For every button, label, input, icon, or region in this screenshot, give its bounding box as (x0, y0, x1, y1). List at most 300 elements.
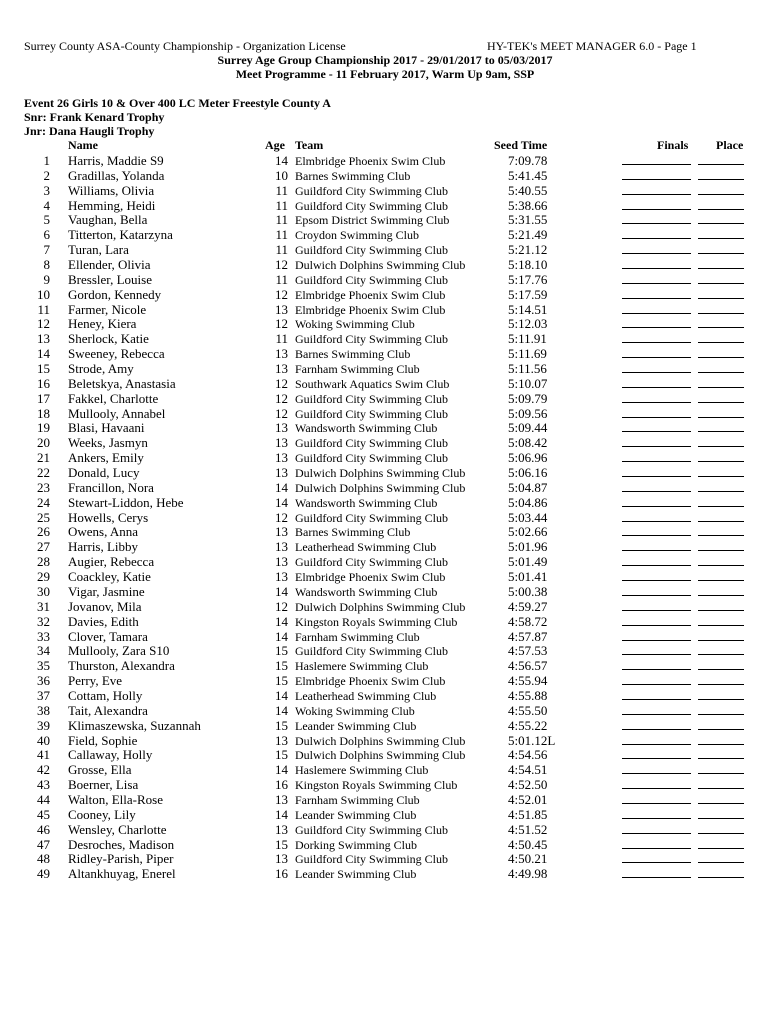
swimmer-age: 14 (275, 687, 288, 703)
seed-time: 4:54.51 (508, 762, 548, 778)
place-blank (698, 674, 744, 685)
entry-row (0, 184, 770, 199)
swimmer-team: Farnham Swimming Club (295, 629, 420, 644)
swimmer-age: 13 (275, 524, 288, 540)
entry-row (0, 808, 770, 823)
swimmer-name: Klimaszewska, Suzannah (68, 717, 201, 733)
finals-time-blank (622, 362, 691, 373)
finals-time-blank (622, 243, 691, 254)
place-blank (698, 838, 744, 849)
swimmer-name: Strode, Amy (68, 361, 134, 377)
seed-time: 5:18.10 (508, 257, 548, 273)
seed-time: 5:14.51 (508, 301, 548, 317)
swimmer-age: 13 (275, 539, 288, 555)
swimmer-team: Haslemere Swimming Club (295, 763, 429, 778)
swimmer-team: Guildford City Swimming Club (295, 332, 449, 347)
entry-number: 26 (37, 524, 50, 540)
entry-row (0, 481, 770, 496)
swimmer-name: Walton, Ella-Rose (68, 791, 163, 807)
swimmer-name: Field, Sophie (68, 732, 138, 748)
seed-time: 5:01.49 (508, 554, 548, 570)
entry-number: 14 (37, 346, 50, 362)
finals-time-blank (622, 436, 691, 447)
entry-row (0, 867, 770, 882)
swimmer-age: 13 (275, 821, 288, 837)
swimmer-age: 11 (275, 271, 288, 287)
swimmer-name: Titterton, Katarzyna (68, 227, 173, 243)
entry-number: 13 (37, 331, 50, 347)
finals-time-blank (622, 228, 691, 239)
swimmer-team: Guildford City Swimming Club (295, 243, 449, 258)
entry-row (0, 451, 770, 466)
seed-time: 4:56.57 (508, 658, 548, 674)
place-blank (698, 570, 744, 581)
entry-number: 5 (43, 212, 50, 228)
swimmer-team: Woking Swimming Club (295, 317, 415, 332)
entry-number: 30 (37, 583, 50, 599)
finals-time-blank (622, 867, 691, 878)
meet-title: Surrey Age Group Championship 2017 - 29/01/2017 to 05/03/2017 (217, 53, 553, 67)
swimmer-age: 10 (275, 167, 288, 183)
swimmer-age: 12 (275, 316, 288, 332)
swimmer-name: Davies, Edith (68, 613, 139, 629)
seed-time: 4:51.52 (508, 821, 548, 837)
finals-time-blank (622, 451, 691, 462)
column-header-place: Place (716, 138, 744, 152)
seed-time: 5:09.79 (508, 390, 548, 406)
entry-row (0, 540, 770, 555)
seed-time: 5:10.07 (508, 375, 548, 391)
swimmer-age: 15 (275, 717, 288, 733)
entry-number: 2 (43, 167, 50, 183)
seed-time: 4:49.98 (508, 866, 548, 882)
entry-row (0, 674, 770, 689)
swimmer-name: Turan, Lara (68, 242, 129, 258)
seed-time: 5:38.66 (508, 197, 548, 213)
place-blank (698, 407, 744, 418)
swimmer-age: 11 (275, 197, 288, 213)
finals-time-blank (622, 288, 691, 299)
entry-number: 37 (37, 687, 50, 703)
entry-row (0, 778, 770, 793)
entry-number: 8 (43, 257, 50, 273)
swimmer-age: 12 (275, 286, 288, 302)
place-blank (698, 808, 744, 819)
place-blank (698, 689, 744, 700)
swimmer-age: 13 (275, 361, 288, 377)
seed-time: 5:00.38 (508, 583, 548, 599)
swimmer-team: Guildford City Swimming Club (295, 644, 449, 659)
place-blank (698, 481, 744, 492)
swimmer-team: Guildford City Swimming Club (295, 272, 449, 287)
swimmer-team: Elmbridge Phoenix Swim Club (295, 570, 446, 585)
place-blank (698, 600, 744, 611)
entry-number: 47 (37, 836, 50, 852)
entry-row (0, 303, 770, 318)
column-header-seed-time: Seed Time (494, 138, 548, 152)
entry-number: 48 (37, 851, 50, 867)
seed-time: 5:41.45 (508, 167, 548, 183)
entry-row (0, 407, 770, 422)
swimmer-name: Fakkel, Charlotte (68, 390, 159, 406)
swimmer-age: 13 (275, 554, 288, 570)
entry-number: 6 (43, 227, 50, 243)
swimmer-name: Harris, Maddie S9 (68, 153, 164, 168)
swimmer-age: 11 (275, 227, 288, 243)
entry-number: 35 (37, 658, 50, 674)
entry-row (0, 748, 770, 763)
entry-row (0, 793, 770, 808)
finals-time-blank (622, 258, 691, 269)
swimmer-age: 13 (275, 346, 288, 362)
finals-time-blank (622, 496, 691, 507)
place-blank (698, 392, 744, 403)
place-blank (698, 511, 744, 522)
entry-number: 39 (37, 717, 50, 733)
finals-time-blank (622, 763, 691, 774)
place-blank (698, 793, 744, 804)
swimmer-age: 16 (275, 866, 288, 882)
swimmer-age: 15 (275, 836, 288, 852)
swimmer-age: 13 (275, 851, 288, 867)
swimmer-team: Dulwich Dolphins Swimming Club (295, 599, 466, 614)
swimmer-team: Dulwich Dolphins Swimming Club (295, 466, 466, 481)
seed-time: 4:55.22 (508, 717, 548, 733)
seed-time: 5:40.55 (508, 182, 548, 198)
seed-time: 5:09.56 (508, 405, 548, 421)
entry-row (0, 169, 770, 184)
swimmer-name: Ridley-Parish, Piper (68, 851, 174, 867)
swimmer-age: 12 (275, 390, 288, 406)
seed-time: 4:55.88 (508, 687, 548, 703)
seed-time: 5:21.12 (508, 242, 548, 258)
swimmer-name: Vigar, Jasmine (68, 583, 145, 599)
seed-time: 4:57.53 (508, 643, 548, 659)
swimmer-name: Weeks, Jasmyn (68, 435, 148, 451)
swimmer-team: Barnes Swimming Club (295, 168, 411, 183)
entry-row (0, 585, 770, 600)
place-blank (698, 421, 744, 432)
entry-number: 27 (37, 539, 50, 555)
seed-time: 7:09.78 (508, 153, 548, 168)
entry-number: 36 (37, 673, 50, 689)
swimmer-team: Wandsworth Swimming Club (295, 421, 438, 436)
entry-number: 23 (37, 479, 50, 495)
entry-row (0, 347, 770, 362)
swimmer-team: Dulwich Dolphins Swimming Club (295, 733, 466, 748)
finals-time-blank (622, 689, 691, 700)
entry-row (0, 630, 770, 645)
swimmer-name: Ankers, Emily (68, 450, 144, 466)
seed-time: 5:06.16 (508, 465, 548, 481)
seed-time: 5:21.49 (508, 227, 548, 243)
swimmer-team: Croydon Swimming Club (295, 228, 420, 243)
swimmer-age: 14 (275, 762, 288, 778)
swimmer-age: 14 (275, 153, 288, 168)
finals-time-blank (622, 540, 691, 551)
finals-time-blank (622, 778, 691, 789)
entry-row (0, 421, 770, 436)
swimmer-name: Heney, Kiera (68, 316, 137, 332)
seed-time: 5:11.56 (508, 361, 547, 377)
finals-time-blank (622, 377, 691, 388)
swimmer-age: 11 (275, 212, 288, 228)
swimmer-age: 12 (275, 375, 288, 391)
entry-number: 43 (37, 777, 50, 793)
seed-time: 4:50.21 (508, 851, 548, 867)
entry-row (0, 704, 770, 719)
swimmer-team: Leatherhead Swimming Club (295, 540, 437, 555)
junior-trophy: Jnr: Dana Haugli Trophy (24, 124, 155, 138)
entry-row (0, 600, 770, 615)
entry-row (0, 154, 770, 169)
entry-number: 20 (37, 435, 50, 451)
swimmer-age: 14 (275, 628, 288, 644)
place-blank (698, 377, 744, 388)
swimmer-team: Guildford City Swimming Club (295, 183, 449, 198)
swimmer-name: Francillon, Nora (68, 479, 154, 495)
entry-row (0, 570, 770, 585)
swimmer-name: Perry, Eve (68, 673, 123, 689)
finals-time-blank (622, 674, 691, 685)
swimmer-name: Wensley, Charlotte (68, 821, 167, 837)
finals-time-blank (622, 719, 691, 730)
swimmer-name: Clover, Tamara (68, 628, 148, 644)
place-blank (698, 748, 744, 759)
swimmer-team: Dorking Swimming Club (295, 837, 418, 852)
place-blank (698, 585, 744, 596)
column-header-team: Team (295, 138, 324, 152)
swimmer-team: Farnham Swimming Club (295, 362, 420, 377)
seed-time: 5:01.96 (508, 539, 548, 555)
entry-number: 3 (43, 182, 50, 198)
finals-time-blank (622, 199, 691, 210)
place-blank (698, 213, 744, 224)
swimmer-team: Leander Swimming Club (295, 807, 417, 822)
finals-time-blank (622, 808, 691, 819)
swimmer-team: Farnham Swimming Club (295, 792, 420, 807)
seed-time: 4:55.50 (508, 702, 548, 718)
place-blank (698, 288, 744, 299)
swimmer-age: 12 (275, 509, 288, 525)
seed-time: 4:52.50 (508, 777, 548, 793)
entry-row (0, 496, 770, 511)
place-blank (698, 644, 744, 655)
entry-number: 17 (37, 390, 50, 406)
swimmer-team: Leander Swimming Club (295, 718, 417, 733)
swimmer-age: 14 (275, 583, 288, 599)
swimmer-team: Southwark Aquatics Swim Club (295, 376, 450, 391)
entry-number: 42 (37, 762, 50, 778)
place-blank (698, 199, 744, 210)
swimmer-name: Mullooly, Annabel (68, 405, 166, 421)
seed-time: 5:12.03 (508, 316, 548, 332)
finals-time-blank (622, 213, 691, 224)
finals-time-blank (622, 303, 691, 314)
swimmer-age: 15 (275, 747, 288, 763)
entry-row (0, 525, 770, 540)
swimmer-team: Barnes Swimming Club (295, 347, 411, 362)
finals-time-blank (622, 154, 691, 165)
swimmer-age: 13 (275, 569, 288, 585)
place-blank (698, 169, 744, 180)
entry-row (0, 377, 770, 392)
finals-time-blank (622, 734, 691, 745)
swimmer-team: Guildford City Swimming Club (295, 198, 449, 213)
finals-time-blank (622, 332, 691, 343)
finals-time-blank (622, 585, 691, 596)
swimmer-name: Bressler, Louise (68, 271, 152, 287)
entry-number: 15 (37, 361, 50, 377)
place-blank (698, 555, 744, 566)
entry-number: 49 (37, 866, 50, 882)
entry-row (0, 838, 770, 853)
place-blank (698, 525, 744, 536)
entry-row (0, 763, 770, 778)
entry-number: 31 (37, 598, 50, 614)
entry-number: 21 (37, 450, 50, 466)
swimmer-team: Guildford City Swimming Club (295, 822, 449, 837)
swimmer-name: Altankhuyag, Enerel (68, 866, 176, 882)
swimmer-name: Hemming, Heidi (68, 197, 156, 213)
entry-row (0, 823, 770, 838)
swimmer-name: Gordon, Kennedy (68, 286, 162, 302)
swimmer-name: Cooney, Lily (68, 806, 136, 822)
swimmer-name: Sherlock, Katie (68, 331, 149, 347)
swimmer-age: 15 (275, 658, 288, 674)
seed-time: 5:01.41 (508, 569, 548, 585)
swimmer-name: Thurston, Alexandra (68, 658, 175, 674)
swimmer-name: Tait, Alexandra (68, 702, 148, 718)
seed-time: 5:08.42 (508, 435, 548, 451)
place-blank (698, 823, 744, 834)
entry-row (0, 392, 770, 407)
place-blank (698, 496, 744, 507)
seed-time: 4:55.94 (508, 673, 548, 689)
swimmer-name: Cottam, Holly (68, 687, 143, 703)
swimmer-age: 14 (275, 806, 288, 822)
swimmer-team: Guildford City Swimming Club (295, 391, 449, 406)
place-blank (698, 362, 744, 373)
place-blank (698, 317, 744, 328)
place-blank (698, 303, 744, 314)
entry-row (0, 659, 770, 674)
seed-time: 4:57.87 (508, 628, 548, 644)
entry-row (0, 644, 770, 659)
finals-time-blank (622, 392, 691, 403)
entry-number: 18 (37, 405, 50, 421)
place-blank (698, 451, 744, 462)
entry-number: 33 (37, 628, 50, 644)
swimmer-team: Guildford City Swimming Club (295, 852, 449, 867)
swimmer-age: 15 (275, 643, 288, 659)
swimmer-name: Howells, Cerys (68, 509, 149, 525)
swimmer-age: 14 (275, 494, 288, 510)
entry-number: 32 (37, 613, 50, 629)
place-blank (698, 540, 744, 551)
place-blank (698, 228, 744, 239)
entry-row (0, 243, 770, 258)
entry-row (0, 689, 770, 704)
swimmer-name: Grosse, Ella (68, 762, 132, 778)
entry-number: 46 (37, 821, 50, 837)
swimmer-name: Farmer, Nicole (68, 301, 147, 317)
entry-number: 40 (37, 732, 50, 748)
swimmer-team: Guildford City Swimming Club (295, 555, 449, 570)
entry-number: 11 (37, 301, 50, 317)
finals-time-blank (622, 466, 691, 477)
entry-number: 9 (43, 271, 50, 287)
entry-row (0, 466, 770, 481)
seed-time: 5:04.87 (508, 479, 548, 495)
entry-number: 19 (37, 420, 50, 436)
place-blank (698, 867, 744, 878)
column-header-finals: Finals (657, 138, 689, 152)
entry-number: 34 (37, 643, 50, 659)
seed-time: 4:50.45 (508, 836, 548, 852)
finals-time-blank (622, 481, 691, 492)
swimmer-team: Elmbridge Phoenix Swim Club (295, 154, 446, 168)
finals-time-blank (622, 630, 691, 641)
entry-number: 1 (43, 153, 50, 168)
entry-row (0, 317, 770, 332)
column-header-age: Age (265, 138, 285, 152)
finals-time-blank (622, 317, 691, 328)
seed-time: 4:54.56 (508, 747, 548, 763)
senior-trophy: Snr: Frank Kenard Trophy (24, 110, 165, 124)
swimmer-name: Boerner, Lisa (68, 777, 139, 793)
swimmer-team: Kingston Royals Swimming Club (295, 614, 458, 629)
finals-time-blank (622, 823, 691, 834)
swimmer-team: Haslemere Swimming Club (295, 659, 429, 674)
entry-row (0, 852, 770, 867)
swimmer-age: 13 (275, 450, 288, 466)
seed-time: 5:09.44 (508, 420, 548, 436)
finals-time-blank (622, 273, 691, 284)
swimmer-team: Guildford City Swimming Club (295, 510, 449, 525)
entry-number: 25 (37, 509, 50, 525)
report-header-right: HY-TEK's MEET MANAGER 6.0 - Page 1 (487, 39, 697, 53)
finals-time-blank (622, 421, 691, 432)
seed-time: 5:03.44 (508, 509, 548, 525)
entry-row (0, 511, 770, 526)
place-blank (698, 734, 744, 745)
swimmer-age: 14 (275, 613, 288, 629)
seed-time: 4:52.01 (508, 791, 548, 807)
event-title: Event 26 Girls 10 & Over 400 LC Meter Freestyle County A (24, 96, 331, 110)
seed-time: 5:11.91 (508, 331, 547, 347)
finals-time-blank (622, 555, 691, 566)
entry-row (0, 199, 770, 214)
entry-row (0, 362, 770, 377)
place-blank (698, 719, 744, 730)
finals-time-blank (622, 169, 691, 180)
place-blank (698, 778, 744, 789)
swimmer-name: Jovanov, Mila (68, 598, 142, 614)
swimmer-team: Dulwich Dolphins Swimming Club (295, 748, 466, 763)
swimmer-name: Harris, Libby (68, 539, 139, 555)
swimmer-team: Guildford City Swimming Club (295, 436, 449, 451)
swimmer-team: Dulwich Dolphins Swimming Club (295, 480, 466, 495)
swimmer-age: 12 (275, 405, 288, 421)
entry-row (0, 436, 770, 451)
entry-row (0, 228, 770, 243)
seed-time: 4:59.27 (508, 598, 548, 614)
swimmer-team: Wandsworth Swimming Club (295, 495, 438, 510)
place-blank (698, 436, 744, 447)
entry-row (0, 734, 770, 749)
swimmer-team: Wandsworth Swimming Club (295, 584, 438, 599)
